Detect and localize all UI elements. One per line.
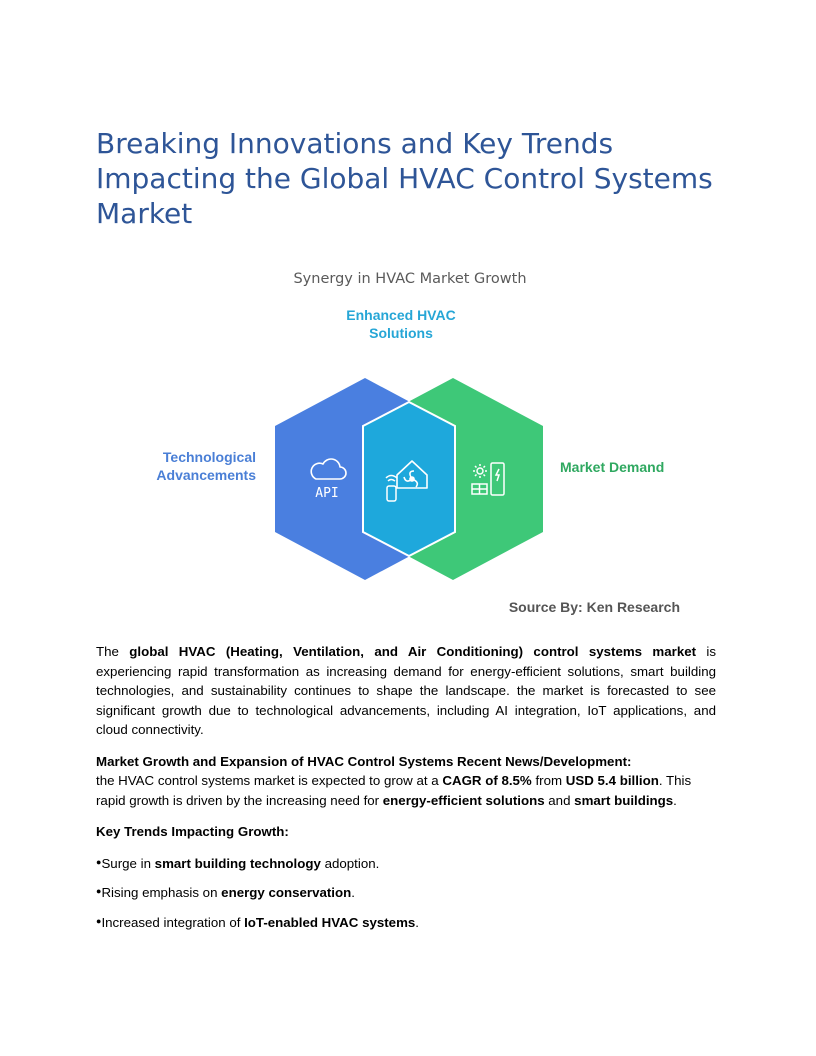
bullet-icon: ● <box>96 915 102 926</box>
trend-bold: energy conservation <box>221 885 352 900</box>
trend-text: Increased integration of <box>101 914 245 930</box>
growth-text-1: the HVAC control systems market is expected to grow at a <box>96 773 443 788</box>
api-text: API <box>315 486 339 501</box>
growth-paragraph <box>96 752 716 811</box>
bullet-icon: ● <box>96 886 102 896</box>
trend-text-end: . <box>415 914 419 930</box>
growth-bold-3: energy-efficient solutions <box>382 792 545 808</box>
cagr-value: CAGR of 8.5% <box>442 773 532 788</box>
market-demand-label: Market Demand <box>560 459 665 475</box>
growth-text-4: and <box>544 792 575 808</box>
article-body <box>96 642 716 941</box>
enhanced-label-line1: Enhanced HVAC <box>346 307 456 323</box>
growth-text-5: . <box>673 792 677 808</box>
intro-bold-term: global HVAC (Heating, Ventilation, and Air Conditioning) control systems market <box>129 644 697 659</box>
tech-label-line1: Technological <box>162 449 256 465</box>
intro-text-2: is experiencing rapid transformation as increasing demand for energy-efficient solutions, smart building technologies, and sustainability continues to shape the landscape. the market is forecasted to see significant growth due to technological advancements, including AI integration, IoT applications, and cloud connectivity. <box>96 644 717 737</box>
figure-title: Synergy in HVAC Market Growth <box>293 271 527 287</box>
bullet-icon: ● <box>96 856 102 867</box>
enhanced-label-line2: Solutions <box>369 325 433 341</box>
intro-paragraph <box>96 642 716 740</box>
growth-text-2: from <box>531 773 566 788</box>
list-item <box>96 882 716 903</box>
synergy-figure <box>150 262 690 622</box>
hexagon-venn-diagram <box>150 262 690 622</box>
trends-heading-text: Key Trends Impacting Growth: <box>96 824 289 839</box>
tech-label-line2: Advancements <box>156 467 256 483</box>
growth-bold-4: smart buildings <box>574 792 674 808</box>
trend-text: Surge in <box>101 855 155 871</box>
intro-text-1: The <box>96 644 130 659</box>
list-item <box>96 912 716 933</box>
trend-text: Rising emphasis on <box>101 885 222 900</box>
list-item <box>96 853 716 874</box>
growth-heading: Market Growth and Expansion of HVAC Control Systems Recent News/Development: <box>96 753 632 769</box>
trend-text-end: adoption. <box>320 855 380 871</box>
page-title: Breaking Innovations and Key Trends Impacting the Global HVAC Control Systems Market <box>96 127 713 230</box>
growth-text-3: . This rapid growth is driven by the increasing need for <box>96 773 692 808</box>
overlap-hexagon <box>363 402 455 556</box>
market-size-value: USD 5.4 billion <box>565 773 659 788</box>
trend-text-end: . <box>351 885 355 900</box>
trends-heading <box>96 822 716 842</box>
trend-bold: IoT-enabled HVAC systems <box>244 914 416 930</box>
figure-source: Source By: Ken Research <box>508 599 680 615</box>
trend-bold: smart building technology <box>154 855 321 871</box>
